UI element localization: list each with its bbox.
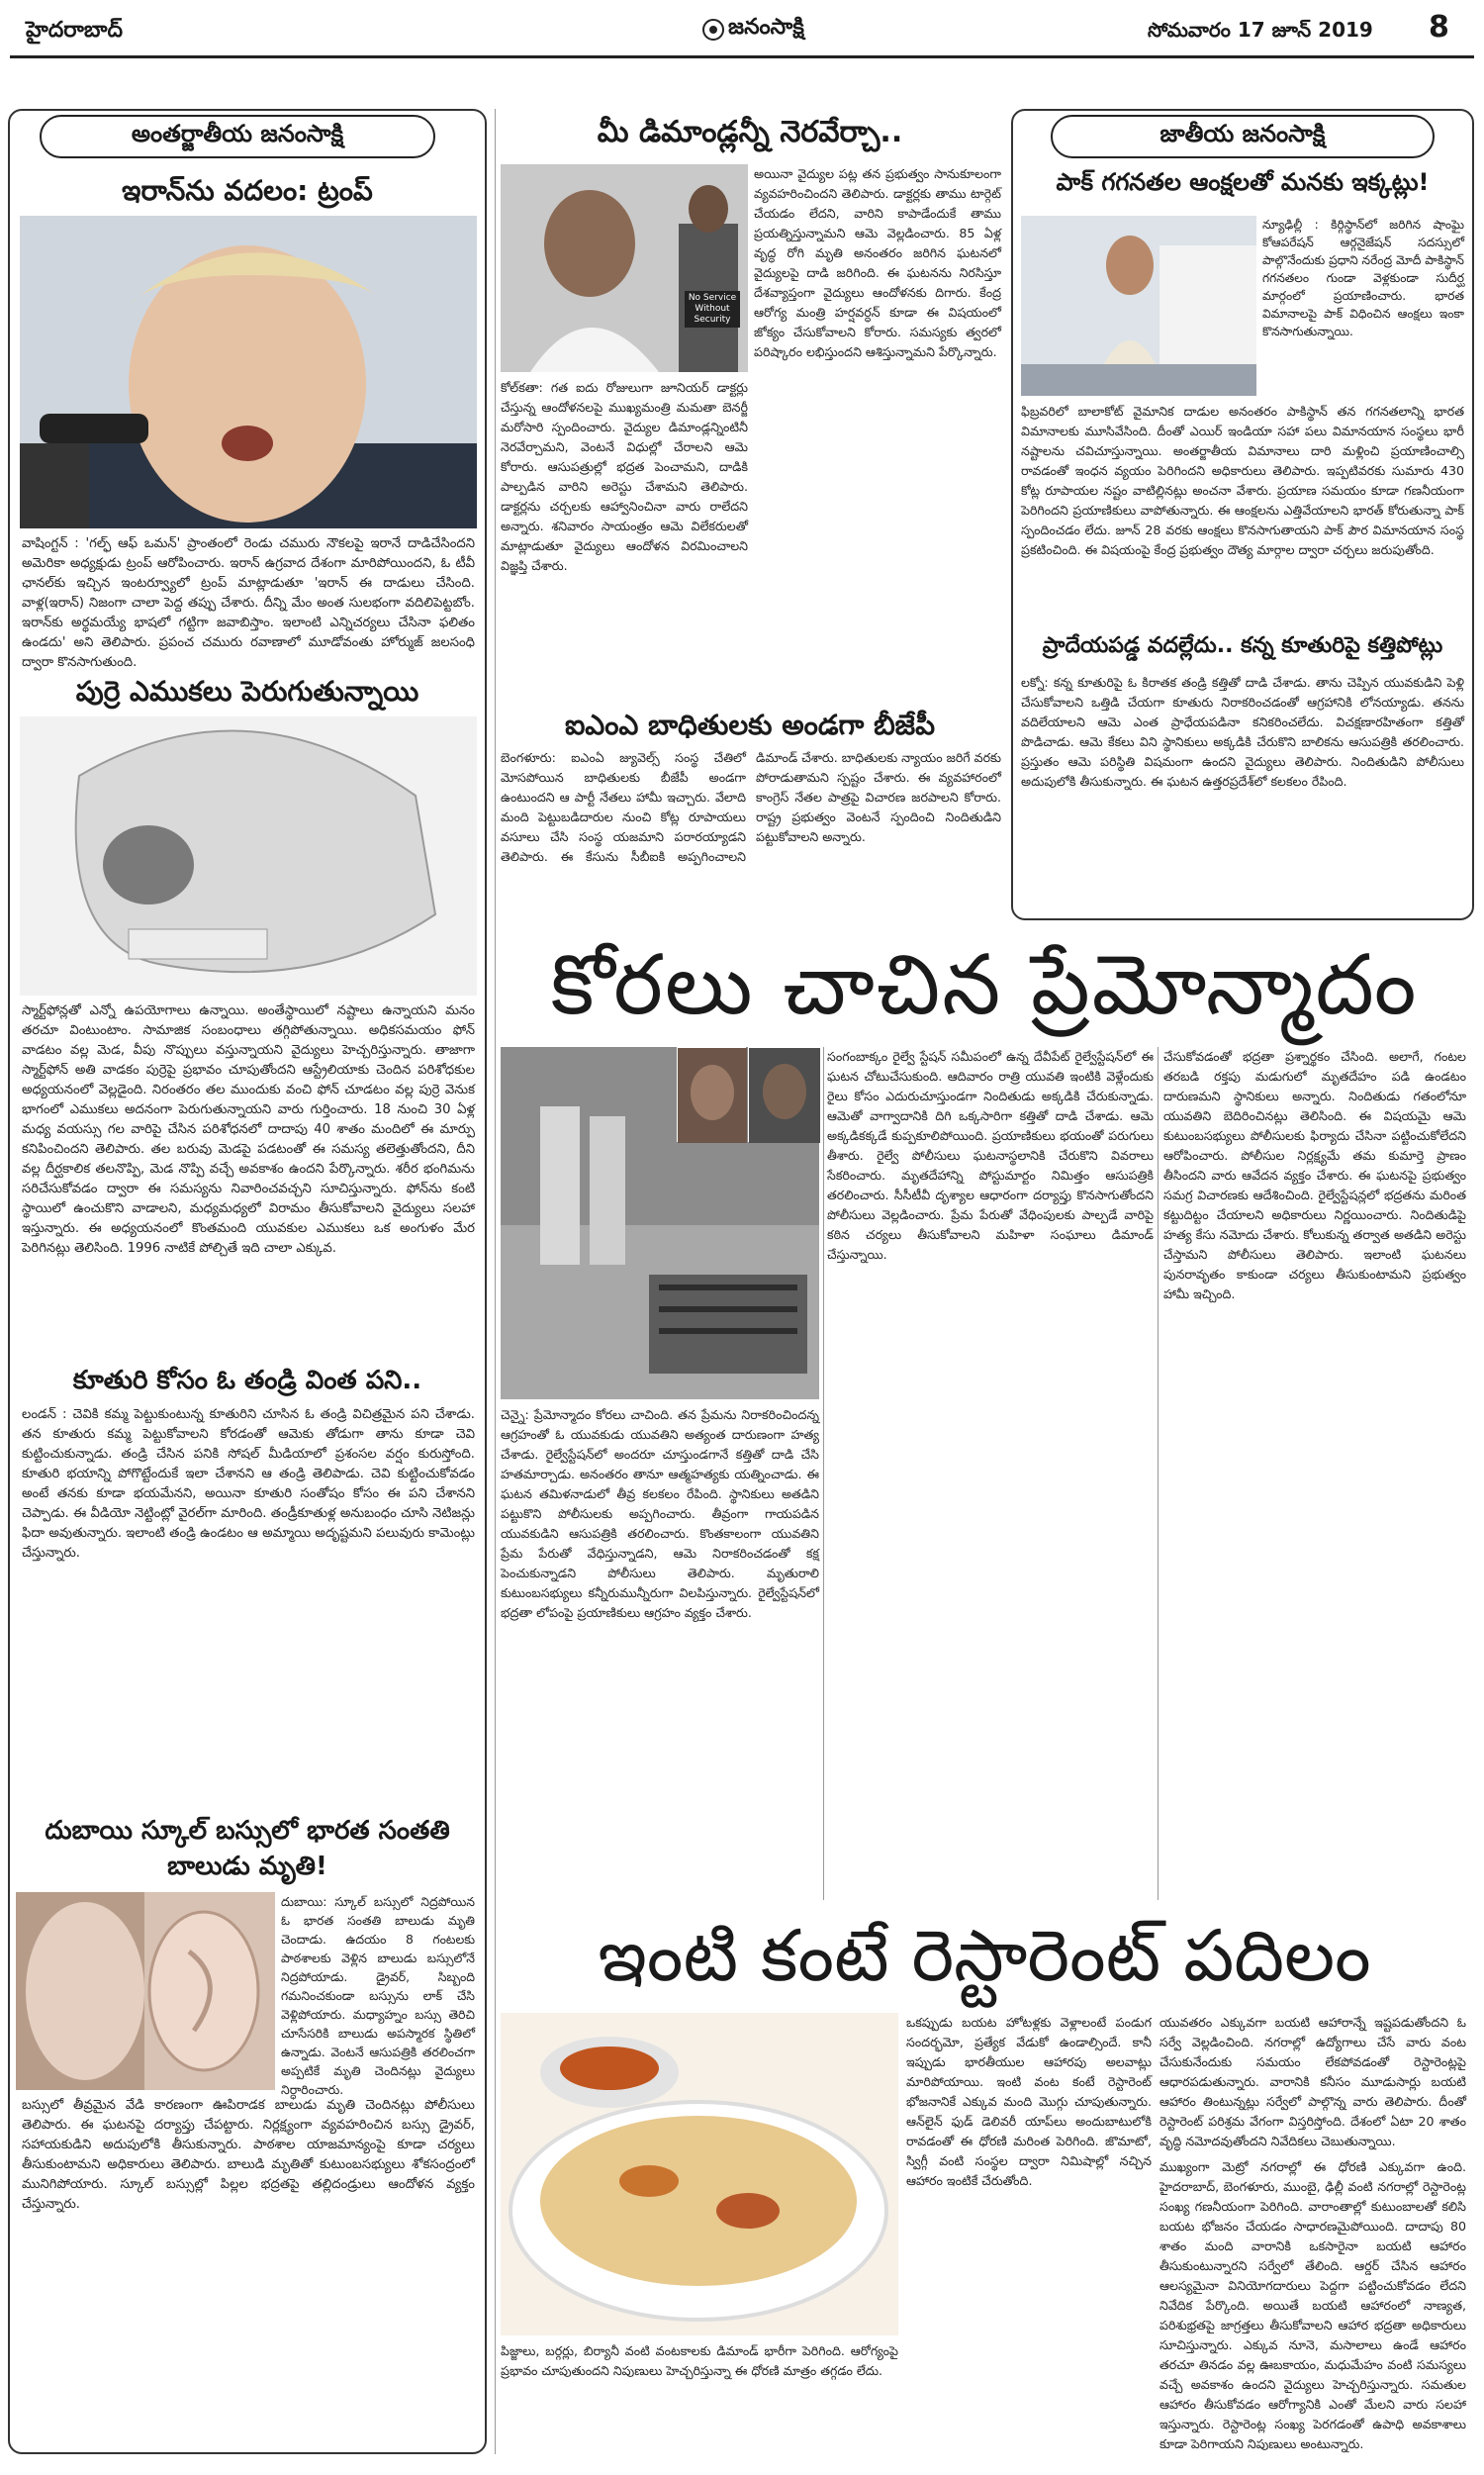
logo-text: జనంసాక్షి xyxy=(728,15,804,40)
restaurant-body-c: ముఖ్యంగా మెట్రో నగరాల్లో ఈ ధోరణి ఎక్కువగా ఉంది. హైదరాబాద్, బెంగళూరు, ముంబై, ఢిల్లీ వంటి నగరాల్లో రెస్టారెంట్ల సంఖ్య గణనీయంగా పెరిగింది. వారాంతాల్లో కుటుంబాలతో కలిసి బయట భోజనం చేయడం సాధారణమైపోయింది. దాదాపు 80 శాతం మంది వారానికి ఒకసారైనా బయటి ఆహారం తీసుకుంటున్నారని సర్వేలో తేలింది. ఆర్డర్ చేసిన ఆహారం ఆలస్యమైనా వినియోగదారులు పెద్దగా పట్టించుకోవడం లేదని నివేదిక పేర్కొంది. అయితే బయటి ఆహారంలో నాణ్యత, పరిశుభ్రతపై జాగ్రత్తలు తీసుకోవాలని ఆహార భద్రతా అధికారులు సూచిస్తున్నారు. ఎక్కువ నూనె, మసాలాలు ఉండే ఆహారం తరచూ తినడం వల్ల ఊబకాయం, మధుమేహం వంటి సమస్యలు వచ్చే అవకాశం ఉందని వైద్యులు హెచ్చరిస్తున్నారు. సమతుల ఆహారం తీసుకోవడం ఆరోగ్యానికి ఎంతో మేలని వారు సలహా ఇస్తున్నారు. రెస్టారెంట్ల సంఖ్య పెరగడంతో ఉపాధి అవకాశాలు కూడా పెరిగాయని నిపుణులు అంటున్నారు. xyxy=(1159,2159,1466,2451)
column-rule-3 xyxy=(1158,1047,1159,1900)
daughter-stabbed-body: లక్నో: కన్న కూతురిపై ఓ కిరాతక తండ్రి కత్తితో దాడి చేశాడు. తాను చెప్పిన యువకుడిని పెళ్లి చేసుకోవాలని ఒత్తిడి చేయగా కూతురు నిరాకరించడంతో ఆగ్రహానికి లోనయ్యాడు. తనను వదిలేయాలని ఆమె ఎంత ప్రాధేయపడినా కనికరించలేదు. విచక్షణారహితంగా కత్తితో పొడిచాడు. ఆమె కేకలు విని స్థానికులు అక్కడికి చేరుకొని బాలికను ఆసుపత్రికి తరలించారు. ప్రస్తుతం ఆమె పరిస్థితి విషమంగా ఉందని వైద్యులు తెలిపారు. నిందితుడిని పోలీసులు అదుపులోకి తీసుకున్నారు. ఈ ఘటన ఉత్తరప్రదేశ్‌లో కలకలం రేపింది. xyxy=(1021,675,1464,789)
masthead xyxy=(0,0,1484,61)
love-obsession-body-c: చేసుకోవడంతో భద్రతా ప్రశ్నార్థకం చేసింది. అలాగే, గంటల తరబడి రక్తపు మడుగులో మృతదేహం పడి ఉండటం దారుణమని స్థానికులు అన్నారు. నిందితుడు గతంలోనూ యువతిని బెదిరించినట్లు తెలిసింది. ఈ విషయమై ఆమె కుటుంబసభ్యులు పోలీసులకు ఫిర్యాదు చేసినా పట్టించుకోలేదని ఆరోపించారు. పోలీసుల నిర్లక్ష్యమే తమ కుమార్తె ప్రాణం తీసిందని వారు ఆవేదన వ్యక్తం చేశారు. ఈ ఘటనపై ప్రభుత్వం సమగ్ర విచారణకు ఆదేశించింది. రైల్వేస్టేషన్లలో భద్రతను మరింత కట్టుదిట్టం చేయాలని అధికారులు నిర్ణయించారు. నిందితుడిపై హత్య కేసు నమోదు చేశారు. కోలుకున్న తర్వాత అతడిని అరెస్టు చేస్తామని పోలీసులు తెలిపారు. ఇలాంటి ఘటనలు పునరావృతం కాకుండా చర్యలు తీసుకుంటామని ప్రభుత్వం హామీ ఇచ్చింది. xyxy=(1163,1049,1466,1301)
masthead-logo xyxy=(702,14,804,46)
headline-love-obsession: కోరలు చాచిన ప్రేమోన్మాదం xyxy=(550,936,1419,1033)
column-rule-2 xyxy=(823,1047,824,1900)
section-international: అంతర్జాతీయ జనంసాక్షి xyxy=(40,115,435,158)
pak-airspace-body-below: ఫిబ్రవరిలో బాలాకోట్ వైమానిక దాడుల అనంతరం పాకిస్థాన్ తన గగనతలాన్ని భారత విమానాలకు మూసివేసింది. దీంతో ఎయిర్ ఇండియా సహా పలు విమానయాన సంస్థలు భారీ నష్టాలను చవిచూస్తున్నాయి. అంతర్జాతీయ విమానాలు దారి మళ్లించి ప్రయాణించాల్సి రావడంతో ఇంధన వ్యయం పెరిగిందని అధికారులు తెలిపారు. ఇప్పటివరకు సుమారు 430 కోట్ల రూపాయల నష్టం వాటిల్లినట్లు అంచనా వేశారు. ప్రయాణ సమయం కూడా గణనీయంగా పెరిగిందని ప్రయాణికులు వాపోతున్నారు. ఈ ఆంక్షలను ఎత్తివేయాలని భారత్ కోరుతున్నా పాక్ స్పందించడం లేదు. జూన్ 28 వరకు ఆంక్షలు కొనసాగుతాయని పాక్ పౌర విమానయాన సంస్థ ప్రకటించింది. ఈ విషయంపై కేంద్ర ప్రభుత్వం దౌత్య మార్గాల ద్వారా చర్చలు జరుపుతోంది. xyxy=(1021,404,1464,557)
headline-ima-bjp: ఐఎంఎ బాధితులకు అండగా బీజేపీ xyxy=(564,709,936,741)
victim-photo xyxy=(677,1047,746,1142)
headline-father-daughter: కూతురి కోసం ఓ తండ్రి వింత పని.. xyxy=(72,1366,422,1395)
trump-photo xyxy=(20,216,477,528)
protest-sign: No Service Without Security xyxy=(685,291,740,328)
demands-body-right: అయినా వైద్యుల పట్ల తన ప్రభుత్వం సానుకూలంగా వ్యవహరించిందని తెలిపారు. డాక్టర్లకు తాము టార్గెట్ చేయడం లేదని, వారిని కాపాడేందుకే తాము ప్రయత్నిస్తున్నామని ఆమె వెల్లడించారు. 85 ఏళ్ల వృద్ధ రోగి మృతి అనంతరం జరిగిన ఘటనలో వైద్యులపై దాడి జరిగింది. ఈ ఘటనను నిరసిస్తూ దేశవ్యాప్తంగా వైద్యులు ఆందోళనకు దిగారు. కేంద్ర ఆరోగ్య మంత్రి హర్షవర్ధన్ కూడా ఈ విషయంలో జోక్యం చేసుకోవాలని కోరారు. సమస్యకు త్వరలో పరిష్కారం లభిస్తుందని ఆశిస్తున్నామని పేర్కొన్నారు. xyxy=(754,166,1001,359)
demands-body-left: కోల్‌కతా: గత ఐదు రోజులుగా జూనియర్ డాక్టర్లు చేస్తున్న ఆందోళనలపై ముఖ్యమంత్రి మమతా బెనర్జీ మరోసారి స్పందించారు. వైద్యుల డిమాండ్లన్నింటినీ నెరవేర్చామని, వెంటనే విధుల్లో చేరాలని ఆమె కోరారు. ఆసుపత్రుల్లో భద్రత పెంచామని, దాడికి పాల్పడిన వారిని అరెస్టు చేశామని తెలిపారు. డాక్టర్లను చర్చలకు ఆహ్వానించినా వారు రాలేదని అన్నారు. శనివారం సాయంత్రం ఆమె విలేకరులతో మాట్లాడుతూ వైద్యులు ఆందోళన విరమించాలని విజ్ఞప్తి చేశారు. xyxy=(501,380,748,573)
mamata-photo xyxy=(501,164,748,372)
headline-daughter-stabbed: ప్రాదేయపడ్డ వదల్లేదు.. కన్న కూతురిపై కత్తిపోట్లు xyxy=(1042,633,1443,658)
love-obsession-body-b: సంగంబాక్కం రైల్వే స్టేషన్ సమీపంలో ఉన్న దేవీపేట్ రైల్వేస్టేషన్‌లో ఈ ఘటన చోటుచేసుకుంది. ఆదివారం రాత్రి యువతి ఇంటికి వెళ్లేందుకు రైలు కోసం ఎదురుచూస్తుండగా నిందితుడు అక్కడికి చేరుకున్నాడు. ఆమెతో వాగ్వాదానికి దిగి ఒక్కసారిగా కత్తితో దాడి చేశాడు. ఆమె అక్కడికక్కడే కుప్పకూలిపోయింది. ప్రయాణికులు భయంతో పరుగులు తీశారు. రైల్వే పోలీసులు ఘటనాస్థలానికి చేరుకొని వివరాలు సేకరించారు. మృతదేహాన్ని పోస్టుమార్టం నిమిత్తం ఆసుపత్రికి తరలించారు. సీసీటీవీ దృశ్యాల ఆధారంగా దర్యాప్తు కొనసాగుతోందని పోలీసులు వెల్లడించారు. ప్రేమ పేరుతో వేధింపులకు పాల్పడే వారిపై కఠిన చర్యలు తీసుకోవాలని మహిళా సంఘాలు డిమాండ్ చేస్తున్నాయి. xyxy=(827,1049,1154,1262)
dubai-bus-body-beside: దుబాయి: స్కూల్ బస్సులో నిద్రపోయిన ఓ భారత సంతతి బాలుడు మృతి చెందాడు. ఉదయం 8 గంటలకు పాఠశాలకు వెళ్లిన బాలుడు బస్సులోనే నిద్రపోయాడు. డ్రైవర్, సిబ్బంది గమనించకుండా బస్సును లాక్ చేసి వెళ్లిపోయారు. మధ్యాహ్నం బస్సు తెరిచి చూసేసరికి బాలుడు అపస్మారక స్థితిలో ఉన్నాడు. వెంటనే ఆసుపత్రికి తరలించగా అప్పటికే మృతి చెందినట్లు వైద్యులు నిర్ధారించారు. xyxy=(281,1894,475,2097)
skull-photo xyxy=(20,716,477,996)
biryani-photo xyxy=(501,2013,898,2335)
restaurant-body-a: ఒకప్పుడు బయట హోటళ్లకు వెళ్లాలంటే పండుగ సందర్భమో, ప్రత్యేక వేడుకో ఉండాల్సిందే. కానీ ఇప్పుడు భారతీయుల ఆహారపు అలవాట్లు మారిపోయాయి. ఇంటి వంట కంటే రెస్టారెంట్ భోజనానికే ఎక్కువ మంది మొగ్గు చూపుతున్నారు. ఆన్‌లైన్ ఫుడ్ డెలివరీ యాప్‌లు అందుబాటులోకి రావడంతో ఈ ధోరణి మరింత పెరిగింది. జొమాటో, స్విగ్గీ వంటి సంస్థల ద్వారా నిమిషాల్లో నచ్చిన ఆహారం ఇంటికే చేరుతోంది. xyxy=(906,2015,1152,2188)
page-number: 8 xyxy=(1429,10,1449,45)
dubai-bus-body-below: బస్సులో తీవ్రమైన వేడి కారణంగా ఊపిరాడక బాలుడు మృతి చెందినట్లు పోలీసులు తెలిపారు. ఈ ఘటనపై దర్యాప్తు చేపట్టారు. నిర్లక్ష్యంగా వ్యవహరించిన బస్సు డ్రైవర్, సహాయకుడిని అదుపులోకి తీసుకున్నారు. పాఠశాల యాజమాన్యంపై కూడా చర్యలు తీసుకుంటామని అధికారులు తెలిపారు. బాలుడి మృతితో కుటుంబసభ్యులు శోకసంద్రంలో మునిగిపోయారు. స్కూల్ బస్సుల్లో పిల్లల భద్రతపై తల్లిదండ్రులు ఆందోళన వ్యక్తం చేస్తున్నారు. xyxy=(22,2098,475,2212)
restaurant-body-b: యువతరం ఎక్కువగా బయటి ఆహారాన్నే ఇష్టపడుతోందని ఓ సర్వే వెల్లడించింది. నగరాల్లో ఉద్యోగాలు చేసే వారు వంట చేసుకునేందుకు సమయం లేకపోవడంతో రెస్టారెంట్లపై ఆధారపడుతున్నారు. వారానికి కనీసం మూడుసార్లు బయటి ఆహారం తింటున్నట్లు సర్వేలో పాల్గొన్న వారు తెలిపారు. దీంతో రెస్టారెంట్ పరిశ్రమ వేగంగా విస్తరిస్తోంది. దేశంలో ఏటా 20 శాతం వృద్ధి నమోదవుతోందని నివేదికలు చెబుతున్నాయి. xyxy=(1159,2015,1466,2148)
masthead-rule xyxy=(10,55,1474,58)
headline-iran-trump: ఇరాన్‌ను వదలం: ట్రంప్ xyxy=(122,174,373,207)
eye-icon xyxy=(702,19,724,41)
ima-bjp-body: బెంగళూరు: ఐఎంఏ జ్యువెల్స్ సంస్థ చేతిలో మోసపోయిన బాధితులకు బీజేపీ అండగా ఉంటుందని ఆ పార్టీ నేతలు హామీ ఇచ్చారు. వేలాది మంది పెట్టుబడిదారుల నుంచి కోట్ల రూపాయలు వసూలు చేసి సంస్థ యజమాని పరారయ్యాడని తెలిపారు. ఈ కేసును సీబీఐకి అప్పగించాలని డిమాండ్ చేశారు. బాధితులకు న్యాయం జరిగే వరకు పోరాడుతామని స్పష్టం చేశారు. ఈ వ్యవహారంలో కాంగ్రెస్ నేతల పాత్రపై విచారణ జరపాలని కోరారు. రాష్ట్ర ప్రభుత్వం వెంటనే స్పందించి నిందితుడిని పట్టుకోవాలని అన్నారు. xyxy=(501,750,1001,864)
section-national: జాతీయ జనంసాక్షి xyxy=(1051,115,1435,158)
ear-photo xyxy=(16,1892,275,2090)
modi-photo xyxy=(1021,216,1256,396)
restaurant-caption: పిజ్జాలు, బర్గర్లు, బిర్యానీ వంటి వంటకాలకు డిమాండ్ భారీగా పెరిగింది. ఆరోగ్యంపై ప్రభావం చూపుతుందని నిపుణులు హెచ్చరిస్తున్నా ఈ ధోరణి మాత్రం తగ్గడం లేదు. xyxy=(501,2343,898,2378)
masthead-city: హైదరాబాద్ xyxy=(26,18,123,43)
iran-trump-body: వాషింగ్టన్ : 'గల్ఫ్ ఆఫ్ ఒమన్' ప్రాంతంలో రెండు చమురు నౌకలపై ఇరానే దాడిచేసిందని అమెరికా అధ్యక్షుడు ట్రంప్ ఆరోపించారు. ఇరాన్ ఉగ్రవాద దేశంగా మారిపోయిందని, ఓ టీవీ ఛానల్‌కు ఇచ్చిన ఇంటర్వ్యూలో ట్రంప్ మాట్లాడుతూ 'ఇరాన్ ఈ దాడులు చేసింది. వాళ్ల(ఇరాన్) నిజంగా చాలా పెద్ద తప్పు చేశారు. దీన్ని మేం అంత సులభంగా వదిలిపెట్టబోం. ఇరాన్‌కు అర్థమయ్యే భాషలో గట్టిగా జవాబిస్తాం. ఇలాంటి ఎన్నిచర్యలు చేసినా ఫలితం ఉండదు' అని తెలిపారు. ప్రపంచ చమురు రవాణాలో మూడోవంతు హోర్ముజ్ జలసంధి ద్వారా కొనసాగుతుంది. xyxy=(22,536,475,670)
column-rule-1 xyxy=(495,109,496,2454)
love-obsession-body-a: చెన్నై: ప్రేమోన్మాదం కోరలు చాచింది. తన ప్రేమను నిరాకరించిందన్న ఆగ్రహంతో ఓ యువకుడు యువతిని అత్యంత దారుణంగా హత్య చేశాడు. రైల్వేస్టేషన్‌లో అందరూ చూస్తుండగానే కత్తితో దాడి చేసి హతమార్చాడు. అనంతరం తానూ ఆత్మహత్యకు యత్నించాడు. ఈ ఘటన తమిళనాడులో తీవ్ర కలకలం రేపింది. స్థానికులు అతడిని పట్టుకొని పోలీసులకు అప్పగించారు. తీవ్రంగా గాయపడిన యువకుడిని ఆసుపత్రికి తరలించారు. కొంతకాలంగా యువతిని ప్రేమ పేరుతో వేధిస్తున్నాడని, ఆమె నిరాకరించడంతో కక్ష పెంచుకున్నాడని పోలీసులు తెలిపారు. మృతురాలి కుటుంబసభ్యులు కన్నీరుమున్నీరుగా విలపిస్తున్నారు. రైల్వేస్టేషన్‌లో భద్రతా లోపంపై ప్రయాణికులు ఆగ్రహం వ్యక్తం చేశారు. xyxy=(501,1407,819,1620)
accused-photo xyxy=(748,1047,819,1142)
headline-skull-bones: పుర్రె ఎముకలు పెరుగుతున్నాయి xyxy=(75,675,419,708)
masthead-date: సోమవారం 17 జూన్ 2019 xyxy=(1148,18,1373,42)
headline-dubai-bus: దుబాయి స్కూల్ బస్సులో భారత సంతతి బాలుడు మృతి! xyxy=(45,1816,450,1881)
father-daughter-body: లండన్ : చెవికి కమ్మ పెట్టుకుంటున్న కూతురిని చూసిన ఓ తండ్రి విచిత్రమైన పని చేశాడు. తన కూతురు కమ్మ పెట్టుకోవాలని కోరడంతో ఆమెకు తోడుగా తాను కూడా చెవి కుట్టించుకున్నాడు. తండ్రి చేసిన పనికి సోషల్ మీడియాలో ప్రశంసల వర్షం కురుస్తోంది. కూతురి భయాన్ని పోగొట్టేందుకే ఇలా చేశానని ఆ తండ్రి తెలిపాడు. చెవి కుట్టించుకోవడం అంటే తనకు కూడా భయమేనని, అయినా కూతురి సంతోషం కోసం ఈ పని చేశానని చెప్పాడు. ఈ వీడియో నెట్టింట్లో వైరల్‌గా మారింది. తండ్రీకూతుళ్ల అనుబంధం చూసి నెటిజన్లు ఫిదా అవుతున్నారు. ఇలాంటి తండ్రి ఉండటం ఆ అమ్మాయి అదృష్టమని పలువురు కామెంట్లు చేస్తున్నారు. xyxy=(22,1407,475,1561)
pak-airspace-body-beside: న్యూఢిల్లీ : కిర్గిస్థాన్‌లో జరిగిన షాంఘై కోఆపరేషన్ ఆర్గనైజేషన్ సదస్సులో పాల్గొనేందుకు ప్రధాని నరేంద్ర మోదీ పాకిస్థాన్ గగనతలం గుండా వెళ్లకుండా సుదీర్ఘ మార్గంలో ప్రయాణించారు. భారత విమానాలపై పాక్ విధించిన ఆంక్షలు ఇంకా కొనసాగుతున్నాయి. xyxy=(1262,218,1464,338)
skull-bones-body: స్మార్ట్‌ఫోన్లతో ఎన్నో ఉపయోగాలు ఉన్నాయి. అంతేస్థాయిలో నష్టాలు ఉన్నాయని మనం తరచూ వింటుంటాం. సామాజిక సంబంధాలు తగ్గిపోతున్నాయి. అధికసమయం ఫోన్ వాడటం వల్ల మెడ, వీపు నొప్పులు వస్తున్నాయని వైద్యులు హెచ్చరిస్తున్నారు. తాజాగా స్మార్ట్‌ఫోన్ అతి వాడకం పుర్రెపై ప్రభావం చూపుతోందని ఆస్ట్రేలియాకు చెందిన పరిశోధకుల అధ్యయనంలో వెల్లడైంది. నిరంతరం తల ముందుకు వంచి ఫోన్ చూడటం వల్ల పుర్రె వెనుక భాగంలో ఎముకలు అదనంగా పెరుగుతున్నాయని వారు గుర్తించారు. 18 నుంచి 30 ఏళ్ల మధ్య వయస్సు గల వారిపై చేసిన పరిశోధనలో దాదాపు 40 శాతం మందిలో ఈ మార్పు కనిపించిందని తెలిపారు. తల బరువు మెడపై పడటంతో ఈ సమస్య తలెత్తుతోందని, దీని వల్ల దీర్ఘకాలిక తలనొప్పి, మెడ నొప్పి వచ్చే అవకాశం ఉందని పేర్కొన్నారు. శరీర భంగిమను సరిచేసుకోవడం ద్వారా ఈ సమస్యను నివారించవచ్చని సూచిస్తున్నారు. ఫోన్‌ను కంటి స్థాయిలో ఉంచుకొని వాడాలని, మధ్యమధ్యలో విరామం తీసుకోవాలని వైద్యులు సలహా ఇస్తున్నారు. ఈ అధ్యయనంలో కొంతమంది యువకుల ఎముకలు ఒక అంగుళం మేర పెరిగినట్లు తెలిసింది. 1996 నాటికే పోల్చితే ఇది చాలా ఎక్కువ. xyxy=(22,1003,475,1256)
headline-demands: మీ డిమాండ్లన్నీ నెరవేర్చా.. xyxy=(597,115,903,149)
headline-restaurant: ఇంటి కంటే రెస్టారెంట్ పదిలం xyxy=(598,1914,1371,1997)
headline-pak-airspace: పాక్ గగనతల ఆంక్షలతో మనకు ఇక్కట్లు! xyxy=(1056,168,1430,196)
